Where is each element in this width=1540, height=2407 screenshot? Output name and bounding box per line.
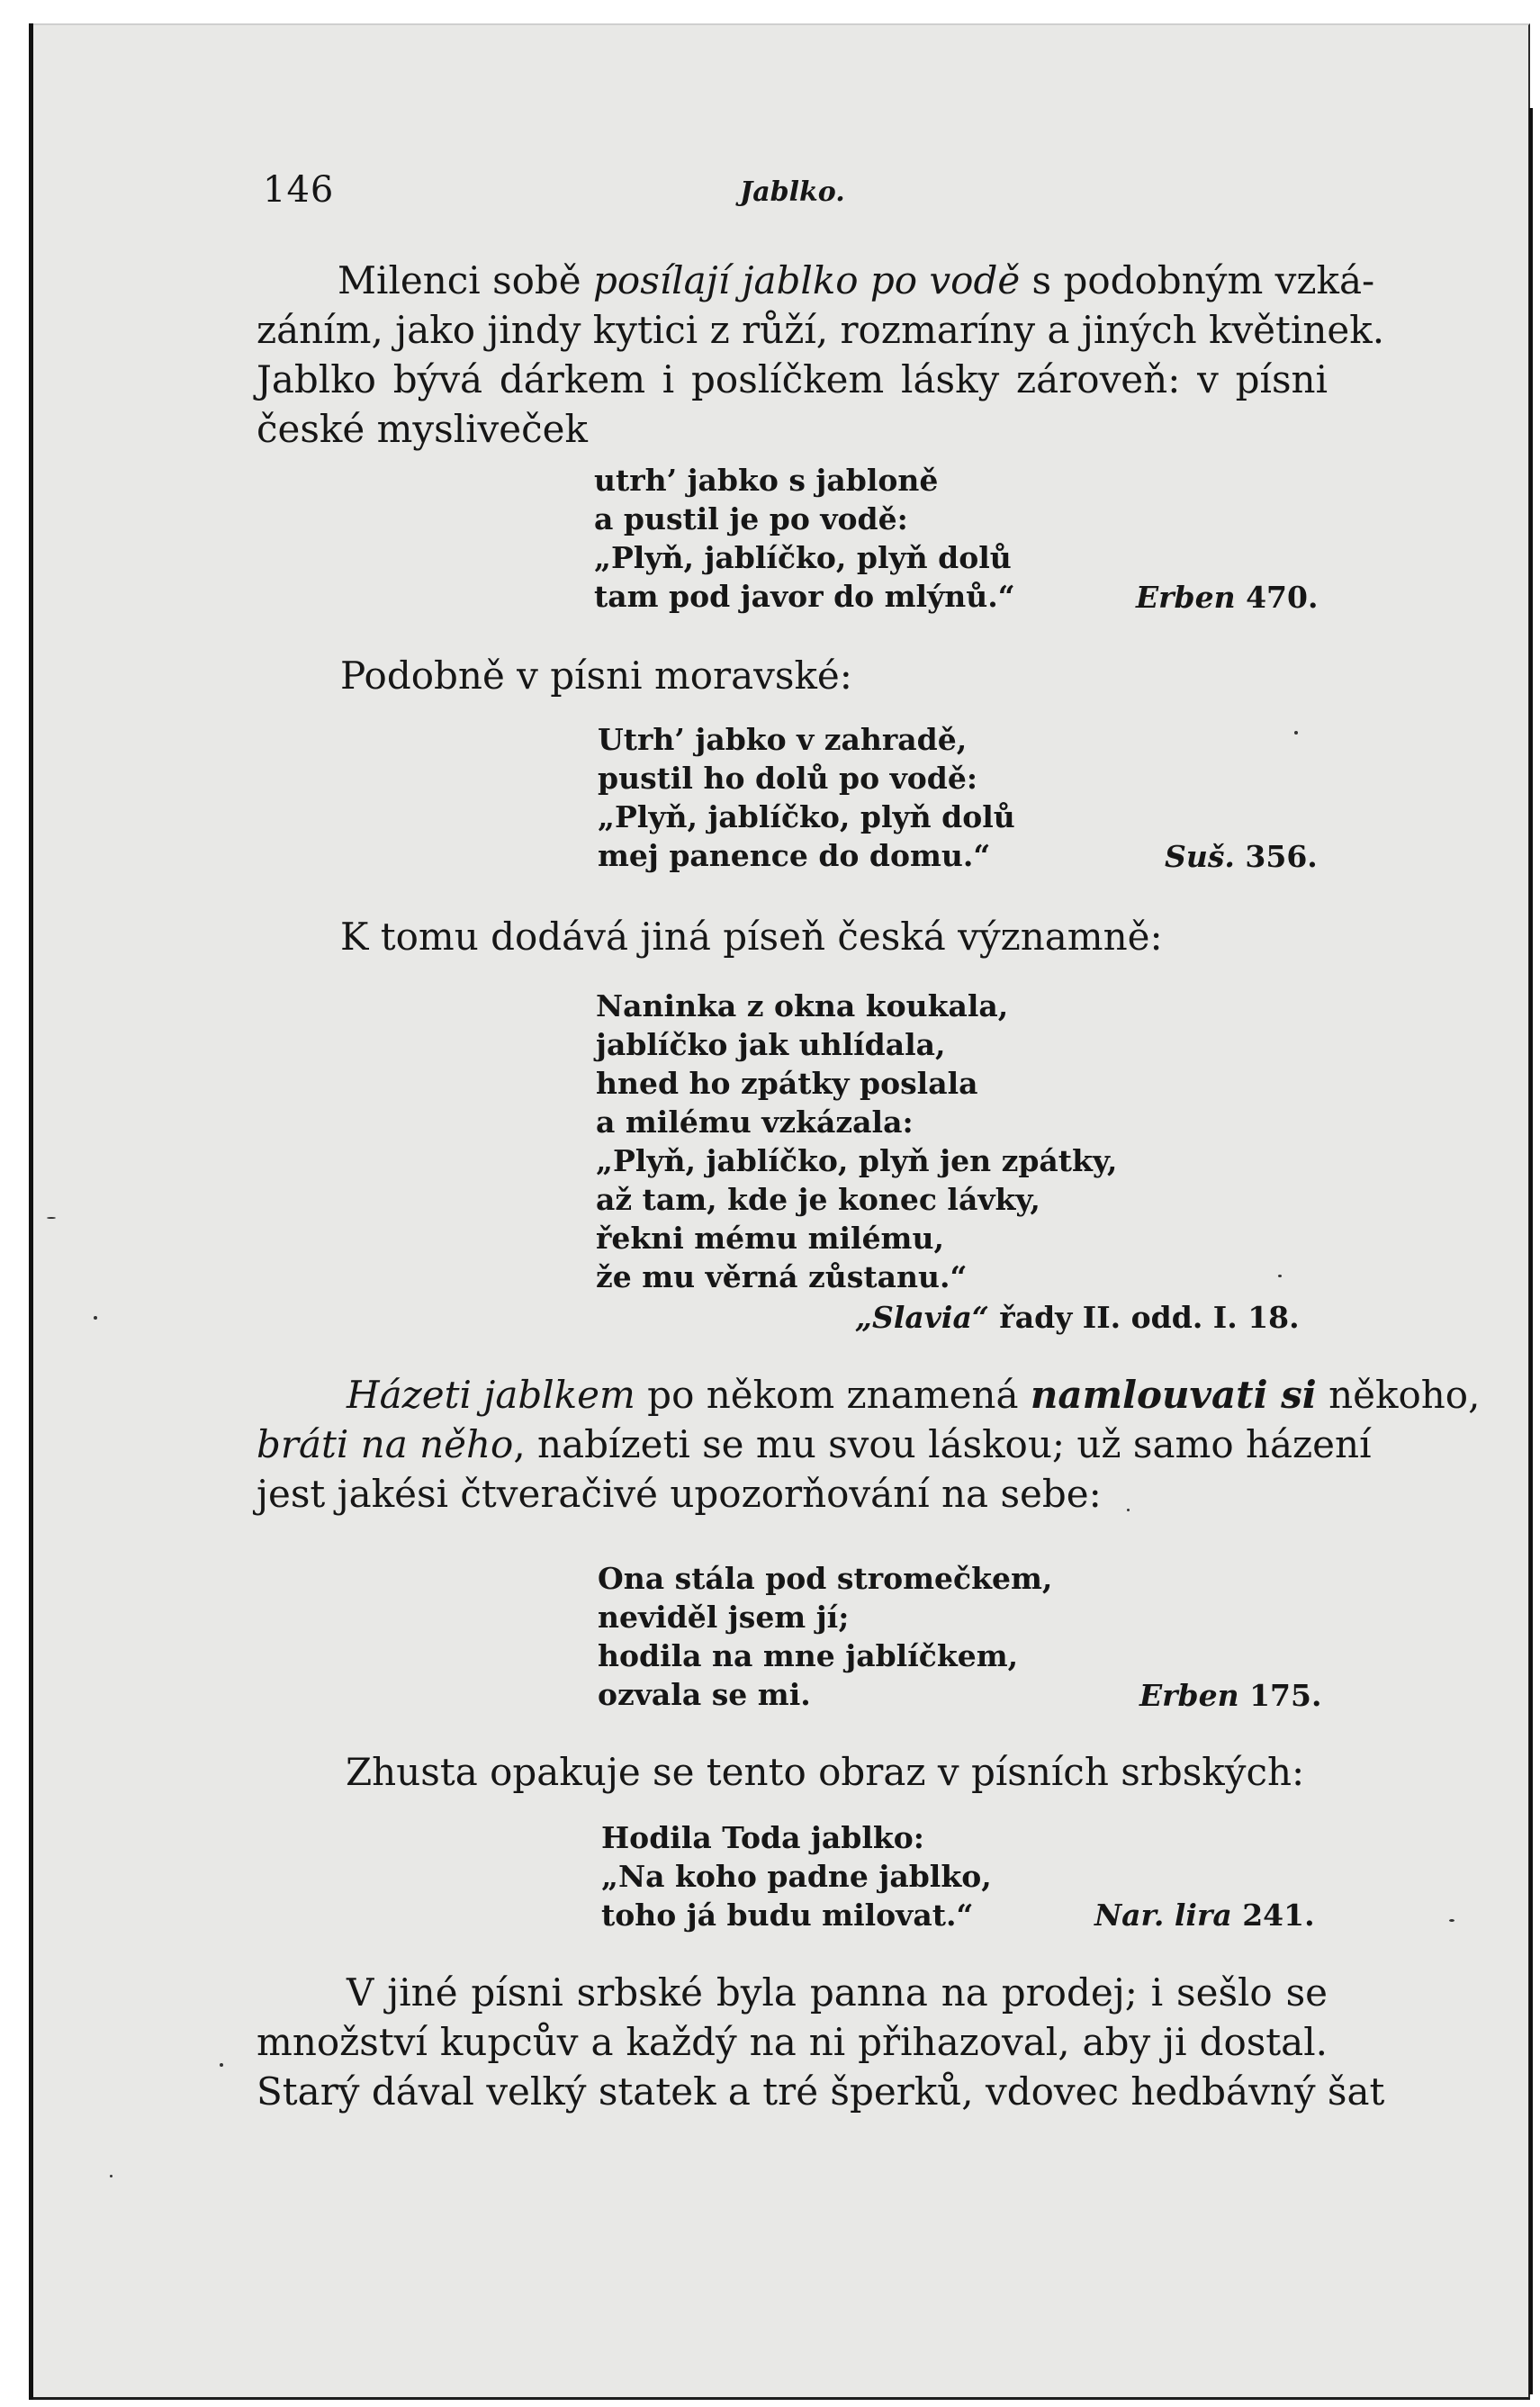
paragraph-line: jest jakési čtveračivé upozorňování na sebe: <box>257 1472 1102 1516</box>
paragraph-line: Házeti jablkem po někom znamená namlouvati si někoho, <box>347 1373 1481 1417</box>
verse-line: až tam, kde je konec lávky, <box>596 1182 1040 1217</box>
paragraph-line: bráti na něho, nabízeti se mu svou láskou; už samo házení <box>257 1422 1372 1466</box>
scan-speck <box>1449 1919 1454 1922</box>
paragraph-line: Starý dával velký statek a tré šperků, vdovec hedbávný šat <box>257 2069 1385 2114</box>
scan-speck <box>1294 731 1298 735</box>
source-citation-5: Nar. lira 241. <box>1094 1898 1315 1933</box>
verse-line: „Plyň, jablíčko, plyň dolů <box>594 540 1012 575</box>
running-title: Jablko. <box>740 176 845 208</box>
page-number: 146 <box>263 169 335 211</box>
source-citation-2: Suš. 356. <box>1165 839 1318 874</box>
paragraph-line: V jiné písni srbské byla panna na prodej; i sešlo se <box>347 1970 1328 2015</box>
verse-line: utrh’ jabko s jabloně <box>594 463 939 498</box>
verse-line: Hodila Toda jablko: <box>601 1820 924 1855</box>
binding-edge <box>29 23 33 2400</box>
paragraph-1 <box>257 256 1385 454</box>
paragraph-throwing-apple <box>257 1370 1481 1519</box>
source-citation-3: „Slavia“ řady II. odd. I. 18. <box>855 1300 1300 1335</box>
intro-line-czech: K tomu dodává jiná píseň česká významně: <box>340 915 1163 959</box>
verse-line: a milému vzkázala: <box>596 1104 914 1140</box>
intro-line-moravian: Podobně v písni moravské: <box>340 654 852 698</box>
source-citation-1: Erben 470. <box>1136 580 1319 615</box>
scan-speck <box>1127 1509 1130 1511</box>
verse-line: neviděl jsem jí; <box>598 1600 850 1635</box>
verse-line: hodila na mne jablíčkem, <box>598 1638 1019 1673</box>
paragraph-serbian-maiden <box>257 1968 1385 2116</box>
verse-line: „Na koho padne jablko, <box>601 1859 992 1894</box>
intro-line-serbian: Zhusta opakuje se tento obraz v písních srbských: <box>346 1750 1305 1794</box>
verse-line: toho já budu milovat.“ <box>601 1898 974 1933</box>
verse-line: pustil ho dolů po vodě: <box>598 761 978 796</box>
verse-line: jablíčko jak uhlídala, <box>596 1027 946 1062</box>
verse-block-4 <box>598 1559 1052 1714</box>
verse-line: a pustil je po vodě: <box>594 501 908 536</box>
verse-line: Utrh’ jabko v zahradě, <box>598 722 968 757</box>
paragraph-line: množství kupcův a každý na ni přihazoval, aby ji dostal. <box>257 2020 1328 2064</box>
verse-block-1 <box>594 461 1015 616</box>
verse-line: hned ho zpátky poslala <box>596 1066 978 1101</box>
scan-speck <box>94 1316 97 1320</box>
verse-line: Ona stála pod stromečkem, <box>598 1561 1053 1596</box>
scan-speck <box>1278 1275 1282 1277</box>
verse-block-3 <box>596 987 1117 1296</box>
page-edge <box>1529 108 1533 2394</box>
paragraph-line: Jablko bývá dárkem i poslíčkem lásky zároveň: v písni <box>257 357 1328 401</box>
scan-speck <box>220 2063 223 2067</box>
paragraph-line: Milenci sobě posílají jablko po vodě s podobným vzká- <box>338 258 1375 302</box>
verse-line: „Plyň, jablíčko, plyň dolů <box>598 799 1015 834</box>
verse-block-5 <box>601 1818 992 1934</box>
verse-line: „Plyň, jablíčko, plyň jen zpátky, <box>596 1143 1118 1178</box>
paragraph-line: záním, jako jindy kytici z růží, rozmaríny a jiných květinek. <box>257 308 1385 352</box>
paragraph-line: české mysliveček <box>257 407 588 451</box>
verse-line: tam pod javor do mlýnů.“ <box>594 579 1015 614</box>
verse-line: řekni mému milému, <box>596 1221 944 1256</box>
scan-speck <box>110 2175 113 2177</box>
scan-speck <box>47 1217 56 1219</box>
verse-line: že mu věrná zůstanu.“ <box>596 1259 968 1294</box>
verse-block-2 <box>598 720 1015 875</box>
verse-line: mej panence do domu.“ <box>598 838 991 873</box>
verse-line: Naninka z okna koukala, <box>596 988 1009 1023</box>
verse-line: ozvala se mi. <box>598 1677 811 1712</box>
source-citation-4: Erben 175. <box>1139 1678 1322 1713</box>
